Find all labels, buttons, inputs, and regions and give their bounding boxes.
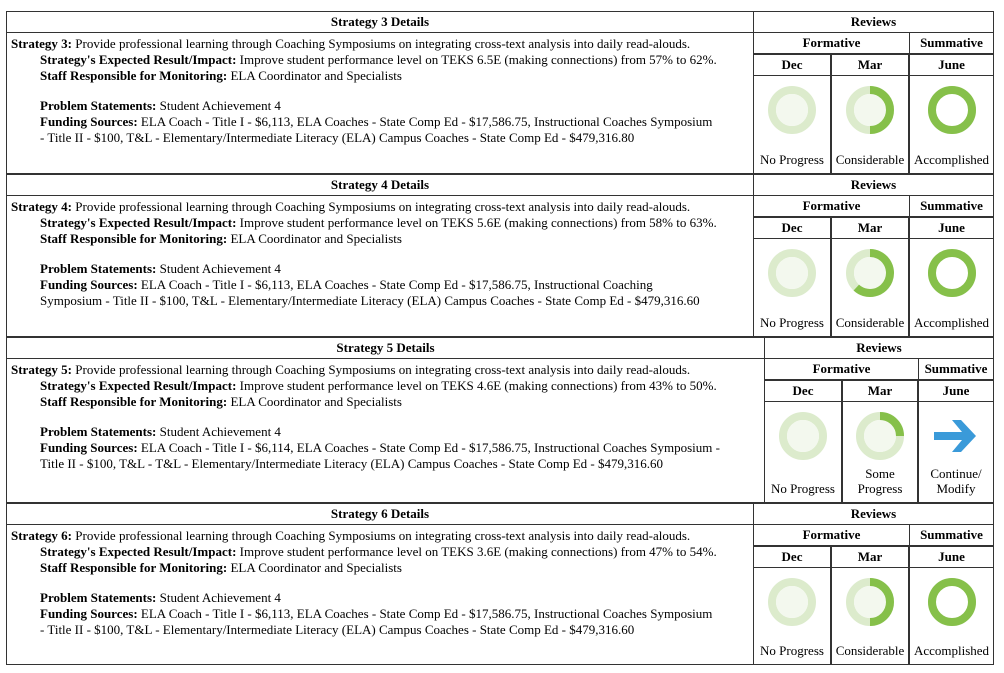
status-label: No Progress [771,481,835,496]
expected-result: Strategy's Expected Result/Impact: Improve student performance level on TEKS 5.6E (making connections) from 58% to 63%. [40,215,717,230]
progress-ring-center [787,420,819,452]
review-status-cell [909,238,994,337]
status-label: Continue/ Modify [930,466,982,496]
progress-ring-center [936,257,968,289]
expected-result: Strategy's Expected Result/Impact: Improve student performance level on TEKS 6.5E (making connections) from 57% to 62%. [40,52,717,67]
strategy-block [6,337,994,503]
reviews-header: Reviews [764,337,994,359]
progress-ring-center [776,586,808,618]
strategy-block [6,174,994,337]
problem-statements: Problem Statements: Student Achievement 4 [40,261,281,276]
strategy-description: Strategy 4: Provide professional learning through Coaching Symposiums on integrating cross-text analysis into daily read-alouds. [11,199,691,214]
reviews-header: Reviews [753,503,994,525]
summative-header: Summative [909,195,994,217]
summative-header: Summative [918,358,994,380]
month-header: Mar [831,217,909,239]
strategy-body [6,525,754,665]
strategy-description: Strategy 6: Provide professional learning through Coaching Symposiums on integrating cross-text analysis into daily read-alouds. [11,528,691,543]
month-header: June [918,380,994,402]
staff-responsible: Staff Responsible for Monitoring: ELA Coordinator and Specialists [40,231,402,246]
staff-responsible: Staff Responsible for Monitoring: ELA Coordinator and Specialists [40,68,402,83]
review-status-cell [764,401,842,503]
funding-sources: Funding Sources: ELA Coach - Title I - $6,113, ELA Coaches - State Comp Ed - $17,586.75, Instructional Coaches Symposium [40,114,713,129]
month-header: Dec [753,54,831,76]
problem-statements: Problem Statements: Student Achievement 4 [40,98,281,113]
arrow-right-icon [934,420,976,452]
strategy-body [6,359,765,503]
month-header: June [909,546,994,568]
status-label: No Progress [760,315,824,330]
progress-ring-center [936,586,968,618]
funding-sources-cont: - Title II - $100, T&L - Elementary/Intermediate Literacy (ELA) Campus Coaches - State Comp Ed - $479,316.60 [40,622,635,637]
status-label: Considerable [835,152,905,167]
progress-ring-center [776,257,808,289]
month-header: Dec [753,217,831,239]
review-status-cell [909,567,994,665]
progress-ring-center [854,586,886,618]
formative-header: Formative [753,32,910,54]
status-label: No Progress [760,152,824,167]
staff-responsible: Staff Responsible for Monitoring: ELA Coordinator and Specialists [40,560,402,575]
review-status-cell [918,401,994,503]
month-header: June [909,54,994,76]
review-status-cell [753,75,831,174]
strategy-block [6,11,994,174]
reviews-header: Reviews [753,11,994,33]
strategy-details-header: Strategy 4 Details [6,174,754,196]
month-header: Dec [753,546,831,568]
strategy-description: Strategy 3: Provide professional learning through Coaching Symposiums on integrating cross-text analysis into daily read-alouds. [11,36,691,51]
problem-statements: Problem Statements: Student Achievement 4 [40,590,281,605]
review-status-cell [831,238,909,337]
funding-sources: Funding Sources: ELA Coach - Title I - $6,113, ELA Coaches - State Comp Ed - $17,586.75, Instructional Coaches Symposium [40,606,713,621]
review-status-cell [831,567,909,665]
formative-header: Formative [753,524,910,546]
status-label: Some Progress [857,466,903,496]
progress-ring-center [936,94,968,126]
strategy-block [6,503,994,665]
expected-result: Strategy's Expected Result/Impact: Improve student performance level on TEKS 3.6E (making connections) from 47% to 54%. [40,544,717,559]
reviews-header: Reviews [753,174,994,196]
strategy-body [6,33,754,174]
funding-sources-cont: Symposium - Title II - $100, T&L - Elementary/Intermediate Literacy (ELA) Campus Coaches - State Comp Ed - $479,316.60 [40,293,700,308]
summative-header: Summative [909,524,994,546]
month-header: Mar [831,546,909,568]
review-status-cell [842,401,918,503]
funding-sources-cont: - Title II - $100, T&L - Elementary/Intermediate Literacy (ELA) Campus Coaches - State Comp Ed - $479,316.80 [40,130,635,145]
strategy-details-header: Strategy 3 Details [6,11,754,33]
progress-ring-center [854,94,886,126]
formative-header: Formative [753,195,910,217]
status-label: Accomplished [913,315,990,330]
strategy-description: Strategy 5: Provide professional learning through Coaching Symposiums on integrating cross-text analysis into daily read-alouds. [11,362,691,377]
strategy-body [6,196,754,337]
expected-result: Strategy's Expected Result/Impact: Improve student performance level on TEKS 4.6E (making connections) from 43% to 50%. [40,378,717,393]
review-status-cell [831,75,909,174]
status-label: Accomplished [913,152,990,167]
status-label: Considerable [835,643,905,658]
review-status-cell [909,75,994,174]
month-header: Mar [842,380,918,402]
funding-sources: Funding Sources: ELA Coach - Title I - $6,113, ELA Coaches - State Comp Ed - $17,586.75, Instructional Coaching [40,277,653,292]
progress-ring-center [854,257,886,289]
progress-ring-center [864,420,896,452]
strategy-details-header: Strategy 6 Details [6,503,754,525]
staff-responsible: Staff Responsible for Monitoring: ELA Coordinator and Specialists [40,394,402,409]
funding-sources: Funding Sources: ELA Coach - Title I - $6,114, ELA Coaches - State Comp Ed - $17,586.75, Instructional Coaches Symposium - [40,440,720,455]
month-header: June [909,217,994,239]
summative-header: Summative [909,32,994,54]
review-status-cell [753,567,831,665]
month-header: Dec [764,380,842,402]
status-label: Accomplished [913,643,990,658]
problem-statements: Problem Statements: Student Achievement 4 [40,424,281,439]
formative-header: Formative [764,358,919,380]
strategy-details-header: Strategy 5 Details [6,337,765,359]
status-label: Considerable [835,315,905,330]
funding-sources-cont: Title II - $100, T&L - T&L - Elementary/Intermediate Literacy (ELA) Campus Coaches - State Comp Ed - $479,316.60 [40,456,664,471]
progress-ring-center [776,94,808,126]
status-label: No Progress [760,643,824,658]
review-status-cell [753,238,831,337]
month-header: Mar [831,54,909,76]
